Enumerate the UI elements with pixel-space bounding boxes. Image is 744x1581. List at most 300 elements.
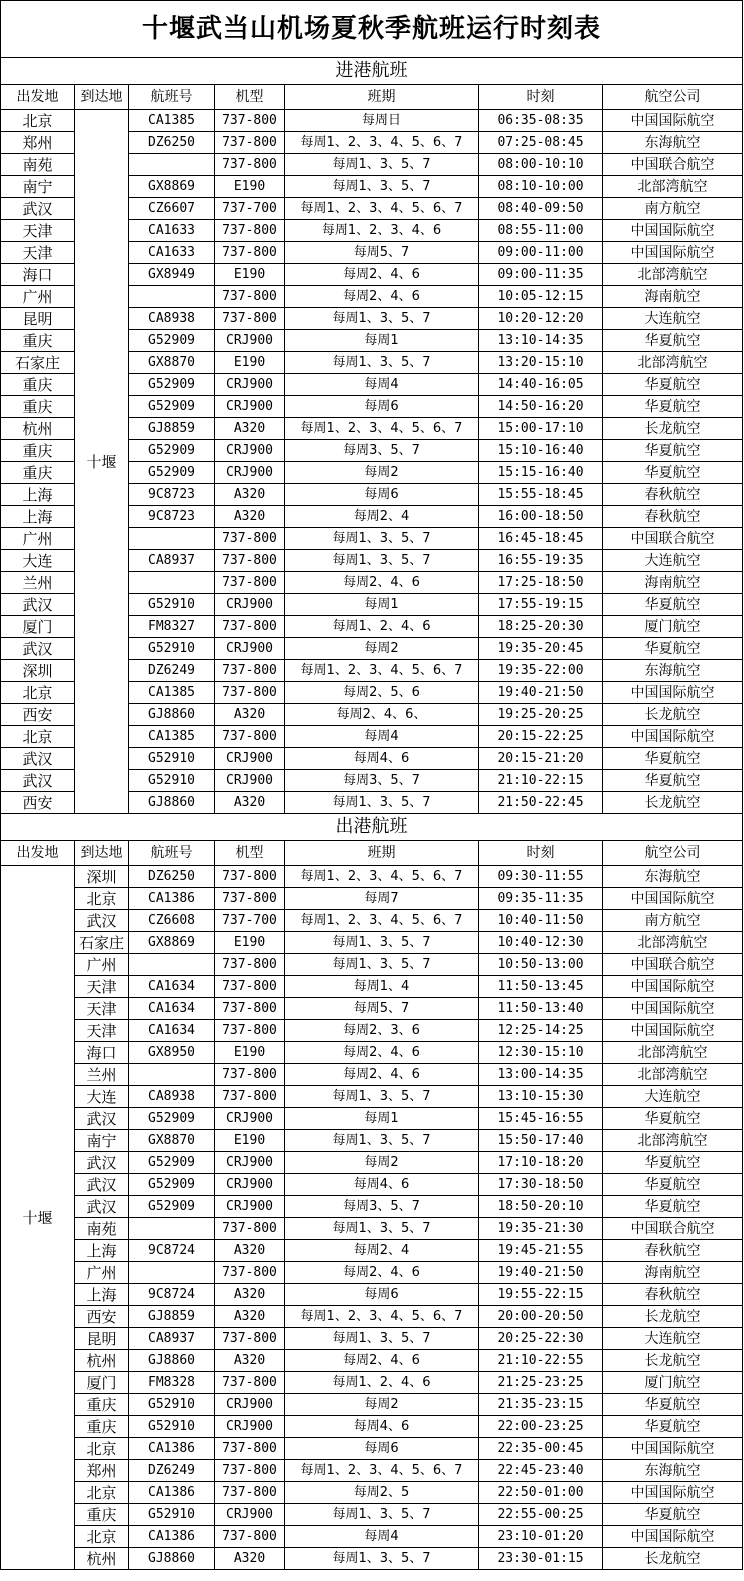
aircraft-type-cell: 737-800 (215, 682, 285, 704)
aircraft-type-cell: CRJ900 (215, 330, 285, 352)
time-cell: 17:30-18:50 (479, 1174, 603, 1196)
flight-number-cell: CA1633 (129, 220, 215, 242)
destination-cell: 北京 (75, 1482, 129, 1504)
airline-cell: 南方航空 (603, 198, 743, 220)
aircraft-type-cell: 737-800 (215, 954, 285, 976)
schedule-days-cell: 每周4、6 (285, 1174, 479, 1196)
schedule-days-cell: 每周2、4、6 (285, 1064, 479, 1086)
schedule-days-cell: 每周3、5、7 (285, 440, 479, 462)
aircraft-type-cell: A320 (215, 1284, 285, 1306)
schedule-days-cell: 每周1、2、3、4、5、6、7 (285, 1460, 479, 1482)
flight-number-cell: GX8949 (129, 264, 215, 286)
airline-cell: 华夏航空 (603, 1108, 743, 1130)
flight-number-cell: G52909 (129, 1196, 215, 1218)
time-cell: 13:00-14:35 (479, 1064, 603, 1086)
table-row (1, 1328, 743, 1350)
flight-number-cell (129, 528, 215, 550)
time-cell: 20:00-20:50 (479, 1306, 603, 1328)
time-cell: 09:00-11:35 (479, 264, 603, 286)
destination-cell: 石家庄 (75, 932, 129, 954)
schedule-days-cell: 每周1、2、3、4、5、6、7 (285, 132, 479, 154)
flight-number-cell: GJ8860 (129, 1350, 215, 1372)
flight-number-cell (129, 286, 215, 308)
schedule-days-cell: 每周5、7 (285, 998, 479, 1020)
table-row (1, 910, 743, 932)
header-origin: 出发地 (1, 85, 75, 110)
destination-cell: 杭州 (75, 1350, 129, 1372)
flight-number-cell: CA1385 (129, 682, 215, 704)
destination-cell: 武汉 (75, 1108, 129, 1130)
destination-cell: 昆明 (75, 1328, 129, 1350)
schedule-days-cell: 每周2 (285, 1152, 479, 1174)
airline-cell: 华夏航空 (603, 374, 743, 396)
aircraft-type-cell: CRJ900 (215, 638, 285, 660)
header-flight-number: 航班号 (129, 85, 215, 110)
aircraft-type-cell: E190 (215, 932, 285, 954)
aircraft-type-cell: 737-800 (215, 1460, 285, 1482)
destination-cell: 深圳 (75, 866, 129, 888)
schedule-days-cell: 每周2、4、6 (285, 1350, 479, 1372)
airline-cell: 长龙航空 (603, 1548, 743, 1570)
schedule-days-cell: 每周1、4 (285, 976, 479, 998)
aircraft-type-cell: CRJ900 (215, 1394, 285, 1416)
airline-cell: 东海航空 (603, 132, 743, 154)
aircraft-type-cell: CRJ900 (215, 396, 285, 418)
header-destination: 到达地 (75, 841, 129, 866)
arrivals-section-title: 进港航班 (1, 58, 743, 85)
schedule-days-cell: 每周1、3、5、7 (285, 1328, 479, 1350)
departures-header-row (1, 841, 743, 866)
flight-number-cell: CA1386 (129, 1526, 215, 1548)
origin-cell: 海口 (1, 264, 75, 286)
flight-number-cell: CZ6608 (129, 910, 215, 932)
flight-number-cell: G52910 (129, 638, 215, 660)
aircraft-type-cell: A320 (215, 484, 285, 506)
flight-number-cell: GJ8860 (129, 792, 215, 814)
airline-cell: 华夏航空 (603, 594, 743, 616)
destination-cell: 广州 (75, 954, 129, 976)
header-origin: 出发地 (1, 841, 75, 866)
aircraft-type-cell: A320 (215, 418, 285, 440)
origin-cell: 天津 (1, 220, 75, 242)
schedule-days-cell: 每周1、2、4、6 (285, 616, 479, 638)
time-cell: 09:35-11:35 (479, 888, 603, 910)
flight-number-cell: GX8870 (129, 352, 215, 374)
airline-cell: 大连航空 (603, 1086, 743, 1108)
schedule-days-cell: 每周1、2、3、4、5、6、7 (285, 866, 479, 888)
airline-cell: 华夏航空 (603, 330, 743, 352)
airline-cell: 长龙航空 (603, 792, 743, 814)
table-row (1, 1526, 743, 1548)
table-row (1, 1416, 743, 1438)
aircraft-type-cell: A320 (215, 1240, 285, 1262)
flight-number-cell: G52910 (129, 1416, 215, 1438)
destination-cell: 上海 (75, 1284, 129, 1306)
schedule-days-cell: 每周1、3、5、7 (285, 954, 479, 976)
table-row (1, 110, 743, 132)
schedule-days-cell: 每周1、3、5、7 (285, 1504, 479, 1526)
time-cell: 13:20-15:10 (479, 352, 603, 374)
airline-cell: 东海航空 (603, 866, 743, 888)
schedule-days-cell: 每周3、5、7 (285, 1196, 479, 1218)
schedule-days-cell: 每周1、2、4、6 (285, 1372, 479, 1394)
time-cell: 13:10-15:30 (479, 1086, 603, 1108)
aircraft-type-cell: 737-800 (215, 220, 285, 242)
schedule-days-cell: 每周1、2、3、4、5、6、7 (285, 1306, 479, 1328)
origin-cell: 武汉 (1, 748, 75, 770)
schedule-days-cell: 每周1 (285, 594, 479, 616)
time-cell: 10:05-12:15 (479, 286, 603, 308)
airline-cell: 厦门航空 (603, 616, 743, 638)
aircraft-type-cell: 737-800 (215, 1086, 285, 1108)
time-cell: 21:50-22:45 (479, 792, 603, 814)
flight-number-cell: CA1634 (129, 976, 215, 998)
destination-cell: 重庆 (75, 1504, 129, 1526)
flight-number-cell: CA8938 (129, 308, 215, 330)
destination-cell: 重庆 (75, 1416, 129, 1438)
airline-cell: 中国国际航空 (603, 726, 743, 748)
aircraft-type-cell: 737-800 (215, 110, 285, 132)
aircraft-type-cell: E190 (215, 1042, 285, 1064)
flight-number-cell: 9C8723 (129, 484, 215, 506)
schedule-days-cell: 每周2、4、6 (285, 286, 479, 308)
aircraft-type-cell: 737-800 (215, 888, 285, 910)
origin-cell: 大连 (1, 550, 75, 572)
header-flight-number: 航班号 (129, 841, 215, 866)
flight-number-cell: CA1386 (129, 1438, 215, 1460)
time-cell: 15:50-17:40 (479, 1130, 603, 1152)
schedule-days-cell: 每周2、3、6 (285, 1020, 479, 1042)
aircraft-type-cell: CRJ900 (215, 374, 285, 396)
airline-cell: 华夏航空 (603, 770, 743, 792)
aircraft-type-cell: CRJ900 (215, 1152, 285, 1174)
time-cell: 23:30-01:15 (479, 1548, 603, 1570)
table-row (1, 932, 743, 954)
aircraft-type-cell: 737-800 (215, 660, 285, 682)
origin-cell: 厦门 (1, 616, 75, 638)
schedule-days-cell: 每周1、3、5、7 (285, 528, 479, 550)
airline-cell: 东海航空 (603, 660, 743, 682)
time-cell: 08:00-10:10 (479, 154, 603, 176)
schedule-days-cell: 每周1、3、5、7 (285, 1548, 479, 1570)
aircraft-type-cell: A320 (215, 1306, 285, 1328)
flight-number-cell: CA1633 (129, 242, 215, 264)
time-cell: 15:15-16:40 (479, 462, 603, 484)
airline-cell: 长龙航空 (603, 1306, 743, 1328)
origin-cell: 西安 (1, 792, 75, 814)
flight-number-cell: CA1385 (129, 110, 215, 132)
aircraft-type-cell: 737-800 (215, 550, 285, 572)
destination-cell: 北京 (75, 1438, 129, 1460)
flight-number-cell: G52910 (129, 1504, 215, 1526)
time-cell: 22:55-00:25 (479, 1504, 603, 1526)
time-cell: 10:20-12:20 (479, 308, 603, 330)
time-cell: 08:55-11:00 (479, 220, 603, 242)
aircraft-type-cell: CRJ900 (215, 440, 285, 462)
airline-cell: 北部湾航空 (603, 352, 743, 374)
time-cell: 15:55-18:45 (479, 484, 603, 506)
time-cell: 17:55-19:15 (479, 594, 603, 616)
origin-cell: 重庆 (1, 440, 75, 462)
origin-cell: 南苑 (1, 154, 75, 176)
schedule-days-cell: 每周7 (285, 888, 479, 910)
aircraft-type-cell: A320 (215, 704, 285, 726)
flight-number-cell: GX8869 (129, 932, 215, 954)
time-cell: 22:45-23:40 (479, 1460, 603, 1482)
time-cell: 11:50-13:40 (479, 998, 603, 1020)
schedule-days-cell: 每周2、4 (285, 1240, 479, 1262)
time-cell: 07:25-08:45 (479, 132, 603, 154)
airline-cell: 东海航空 (603, 1460, 743, 1482)
aircraft-type-cell: 737-800 (215, 572, 285, 594)
header-schedule-days: 班期 (285, 841, 479, 866)
time-cell: 20:25-22:30 (479, 1328, 603, 1350)
flight-number-cell (129, 572, 215, 594)
schedule-days-cell: 每周2、4、6、 (285, 704, 479, 726)
destination-cell: 兰州 (75, 1064, 129, 1086)
table-row (1, 1064, 743, 1086)
time-cell: 19:35-21:30 (479, 1218, 603, 1240)
table-row (1, 1130, 743, 1152)
destination-cell: 天津 (75, 1020, 129, 1042)
table-row (1, 1438, 743, 1460)
aircraft-type-cell: 737-800 (215, 308, 285, 330)
airline-cell: 中国国际航空 (603, 888, 743, 910)
airline-cell: 华夏航空 (603, 1174, 743, 1196)
airline-cell: 厦门航空 (603, 1372, 743, 1394)
aircraft-type-cell: 737-800 (215, 528, 285, 550)
header-airline: 航空公司 (603, 841, 743, 866)
origin-cell: 北京 (1, 726, 75, 748)
flight-number-cell (129, 154, 215, 176)
departures-section-title: 出港航班 (1, 814, 743, 841)
schedule-days-cell: 每周1、3、5、7 (285, 308, 479, 330)
flight-number-cell: CA1386 (129, 888, 215, 910)
aircraft-type-cell: 737-800 (215, 1372, 285, 1394)
destination-cell: 武汉 (75, 1174, 129, 1196)
flight-number-cell: G52909 (129, 330, 215, 352)
destination-cell: 广州 (75, 1262, 129, 1284)
flight-number-cell: G52909 (129, 1152, 215, 1174)
destination-cell: 武汉 (75, 910, 129, 932)
aircraft-type-cell: 737-800 (215, 132, 285, 154)
time-cell: 15:10-16:40 (479, 440, 603, 462)
table-row (1, 1350, 743, 1372)
origin-cell: 广州 (1, 528, 75, 550)
time-cell: 12:25-14:25 (479, 1020, 603, 1042)
destination-cell: 北京 (75, 1526, 129, 1548)
destination-cell: 上海 (75, 1240, 129, 1262)
flight-number-cell: G52909 (129, 374, 215, 396)
flight-number-cell: GJ8859 (129, 418, 215, 440)
schedule-days-cell: 每周2、4、6 (285, 1262, 479, 1284)
schedule-days-cell: 每周1、3、5、7 (285, 932, 479, 954)
header-time: 时刻 (479, 841, 603, 866)
flight-number-cell: CA8937 (129, 1328, 215, 1350)
aircraft-type-cell: CRJ900 (215, 1108, 285, 1130)
schedule-days-cell: 每周1、3、5、7 (285, 352, 479, 374)
table-row (1, 1196, 743, 1218)
schedule-days-cell: 每周1、3、5、7 (285, 792, 479, 814)
origin-cell: 南宁 (1, 176, 75, 198)
airline-cell: 华夏航空 (603, 1416, 743, 1438)
schedule-days-cell: 每周6 (285, 484, 479, 506)
table-row (1, 1548, 743, 1570)
time-cell: 09:00-11:00 (479, 242, 603, 264)
time-cell: 17:10-18:20 (479, 1152, 603, 1174)
schedule-days-cell: 每周1、2、3、4、5、6、7 (285, 660, 479, 682)
schedule-days-cell: 每周4 (285, 374, 479, 396)
schedule-days-cell: 每周1 (285, 330, 479, 352)
flight-number-cell: GJ8860 (129, 704, 215, 726)
header-destination: 到达地 (75, 85, 129, 110)
origin-cell: 郑州 (1, 132, 75, 154)
schedule-days-cell: 每周1、3、5、7 (285, 550, 479, 572)
schedule-days-cell: 每周6 (285, 1284, 479, 1306)
table-row (1, 1042, 743, 1064)
flight-number-cell: GJ8859 (129, 1306, 215, 1328)
flight-number-cell: G52909 (129, 1174, 215, 1196)
schedule-days-cell: 每周6 (285, 1438, 479, 1460)
schedule-days-cell: 每周2 (285, 462, 479, 484)
flight-number-cell: CA8938 (129, 1086, 215, 1108)
time-cell: 21:10-22:15 (479, 770, 603, 792)
time-cell: 19:55-22:15 (479, 1284, 603, 1306)
schedule-days-cell: 每周2、4、6 (285, 572, 479, 594)
origin-merged-cell: 十堰 (1, 866, 75, 1570)
airline-cell: 华夏航空 (603, 396, 743, 418)
header-airline: 航空公司 (603, 85, 743, 110)
flight-number-cell: G52910 (129, 770, 215, 792)
table-row (1, 866, 743, 888)
aircraft-type-cell: E190 (215, 176, 285, 198)
time-cell: 22:00-23:25 (479, 1416, 603, 1438)
table-row (1, 1482, 743, 1504)
origin-cell: 重庆 (1, 462, 75, 484)
flight-number-cell: DZ6250 (129, 866, 215, 888)
flight-number-cell: CA1634 (129, 1020, 215, 1042)
schedule-days-cell: 每周3、5、7 (285, 770, 479, 792)
destination-cell: 重庆 (75, 1394, 129, 1416)
time-cell: 22:50-01:00 (479, 1482, 603, 1504)
destination-cell: 天津 (75, 976, 129, 998)
time-cell: 20:15-22:25 (479, 726, 603, 748)
flight-number-cell (129, 954, 215, 976)
schedule-days-cell: 每周1、2、3、4、5、6、7 (285, 198, 479, 220)
flight-number-cell: DZ6249 (129, 660, 215, 682)
schedule-days-cell: 每周2 (285, 638, 479, 660)
flight-number-cell: CA1385 (129, 726, 215, 748)
time-cell: 14:50-16:20 (479, 396, 603, 418)
airline-cell: 中国国际航空 (603, 220, 743, 242)
time-cell: 21:10-22:55 (479, 1350, 603, 1372)
flight-number-cell: GX8950 (129, 1042, 215, 1064)
aircraft-type-cell: E190 (215, 1130, 285, 1152)
origin-cell: 深圳 (1, 660, 75, 682)
airline-cell: 大连航空 (603, 550, 743, 572)
airline-cell: 北部湾航空 (603, 1042, 743, 1064)
schedule-days-cell: 每周1、2、3、4、6 (285, 220, 479, 242)
airline-cell: 北部湾航空 (603, 1064, 743, 1086)
time-cell: 16:55-19:35 (479, 550, 603, 572)
airline-cell: 华夏航空 (603, 1394, 743, 1416)
schedule-days-cell: 每周4、6 (285, 748, 479, 770)
airline-cell: 长龙航空 (603, 1350, 743, 1372)
time-cell: 19:45-21:55 (479, 1240, 603, 1262)
aircraft-type-cell: CRJ900 (215, 1504, 285, 1526)
airline-cell: 中国国际航空 (603, 1526, 743, 1548)
table-row (1, 1372, 743, 1394)
flight-number-cell: G52909 (129, 440, 215, 462)
table-row (1, 1020, 743, 1042)
header-aircraft-type: 机型 (215, 85, 285, 110)
table-row (1, 888, 743, 910)
airline-cell: 华夏航空 (603, 748, 743, 770)
aircraft-type-cell: 737-800 (215, 998, 285, 1020)
time-cell: 15:45-16:55 (479, 1108, 603, 1130)
aircraft-type-cell: E190 (215, 264, 285, 286)
time-cell: 18:50-20:10 (479, 1196, 603, 1218)
flight-number-cell: CA1634 (129, 998, 215, 1020)
airline-cell: 华夏航空 (603, 1504, 743, 1526)
aircraft-type-cell: A320 (215, 1548, 285, 1570)
schedule-days-cell: 每周2、4 (285, 506, 479, 528)
schedule-days-cell: 每周6 (285, 396, 479, 418)
destination-cell: 北京 (75, 888, 129, 910)
schedule-days-cell: 每周日 (285, 110, 479, 132)
aircraft-type-cell: CRJ900 (215, 462, 285, 484)
flight-number-cell: FM8327 (129, 616, 215, 638)
airline-cell: 中国国际航空 (603, 1020, 743, 1042)
aircraft-type-cell: 737-700 (215, 198, 285, 220)
time-cell: 19:40-21:50 (479, 682, 603, 704)
table-row (1, 1394, 743, 1416)
flight-number-cell: CZ6607 (129, 198, 215, 220)
schedule-days-cell: 每周2、4、6 (285, 1042, 479, 1064)
time-cell: 08:40-09:50 (479, 198, 603, 220)
schedule-days-cell: 每周5、7 (285, 242, 479, 264)
aircraft-type-cell: CRJ900 (215, 1196, 285, 1218)
flight-number-cell: 9C8723 (129, 506, 215, 528)
origin-cell: 上海 (1, 484, 75, 506)
flight-number-cell: GJ8860 (129, 1548, 215, 1570)
airline-cell: 春秋航空 (603, 1284, 743, 1306)
flight-number-cell: 9C8724 (129, 1240, 215, 1262)
aircraft-type-cell: CRJ900 (215, 748, 285, 770)
origin-cell: 武汉 (1, 638, 75, 660)
schedule-days-cell: 每周1、3、5、7 (285, 176, 479, 198)
airline-cell: 长龙航空 (603, 418, 743, 440)
destination-cell: 南宁 (75, 1130, 129, 1152)
aircraft-type-cell: 737-800 (215, 1526, 285, 1548)
schedule-days-cell: 每周2、5 (285, 1482, 479, 1504)
table-row (1, 1152, 743, 1174)
aircraft-type-cell: 737-800 (215, 616, 285, 638)
aircraft-type-cell: 737-800 (215, 866, 285, 888)
schedule-days-cell: 每周1、2、3、4、5、6、7 (285, 418, 479, 440)
table-row (1, 1086, 743, 1108)
aircraft-type-cell: CRJ900 (215, 770, 285, 792)
origin-cell: 上海 (1, 506, 75, 528)
flight-number-cell: DZ6250 (129, 132, 215, 154)
destination-cell: 海口 (75, 1042, 129, 1064)
airline-cell: 海南航空 (603, 286, 743, 308)
destination-cell: 厦门 (75, 1372, 129, 1394)
aircraft-type-cell: 737-800 (215, 1262, 285, 1284)
airline-cell: 春秋航空 (603, 484, 743, 506)
time-cell: 19:40-21:50 (479, 1262, 603, 1284)
schedule-days-cell: 每周1、3、5、7 (285, 154, 479, 176)
